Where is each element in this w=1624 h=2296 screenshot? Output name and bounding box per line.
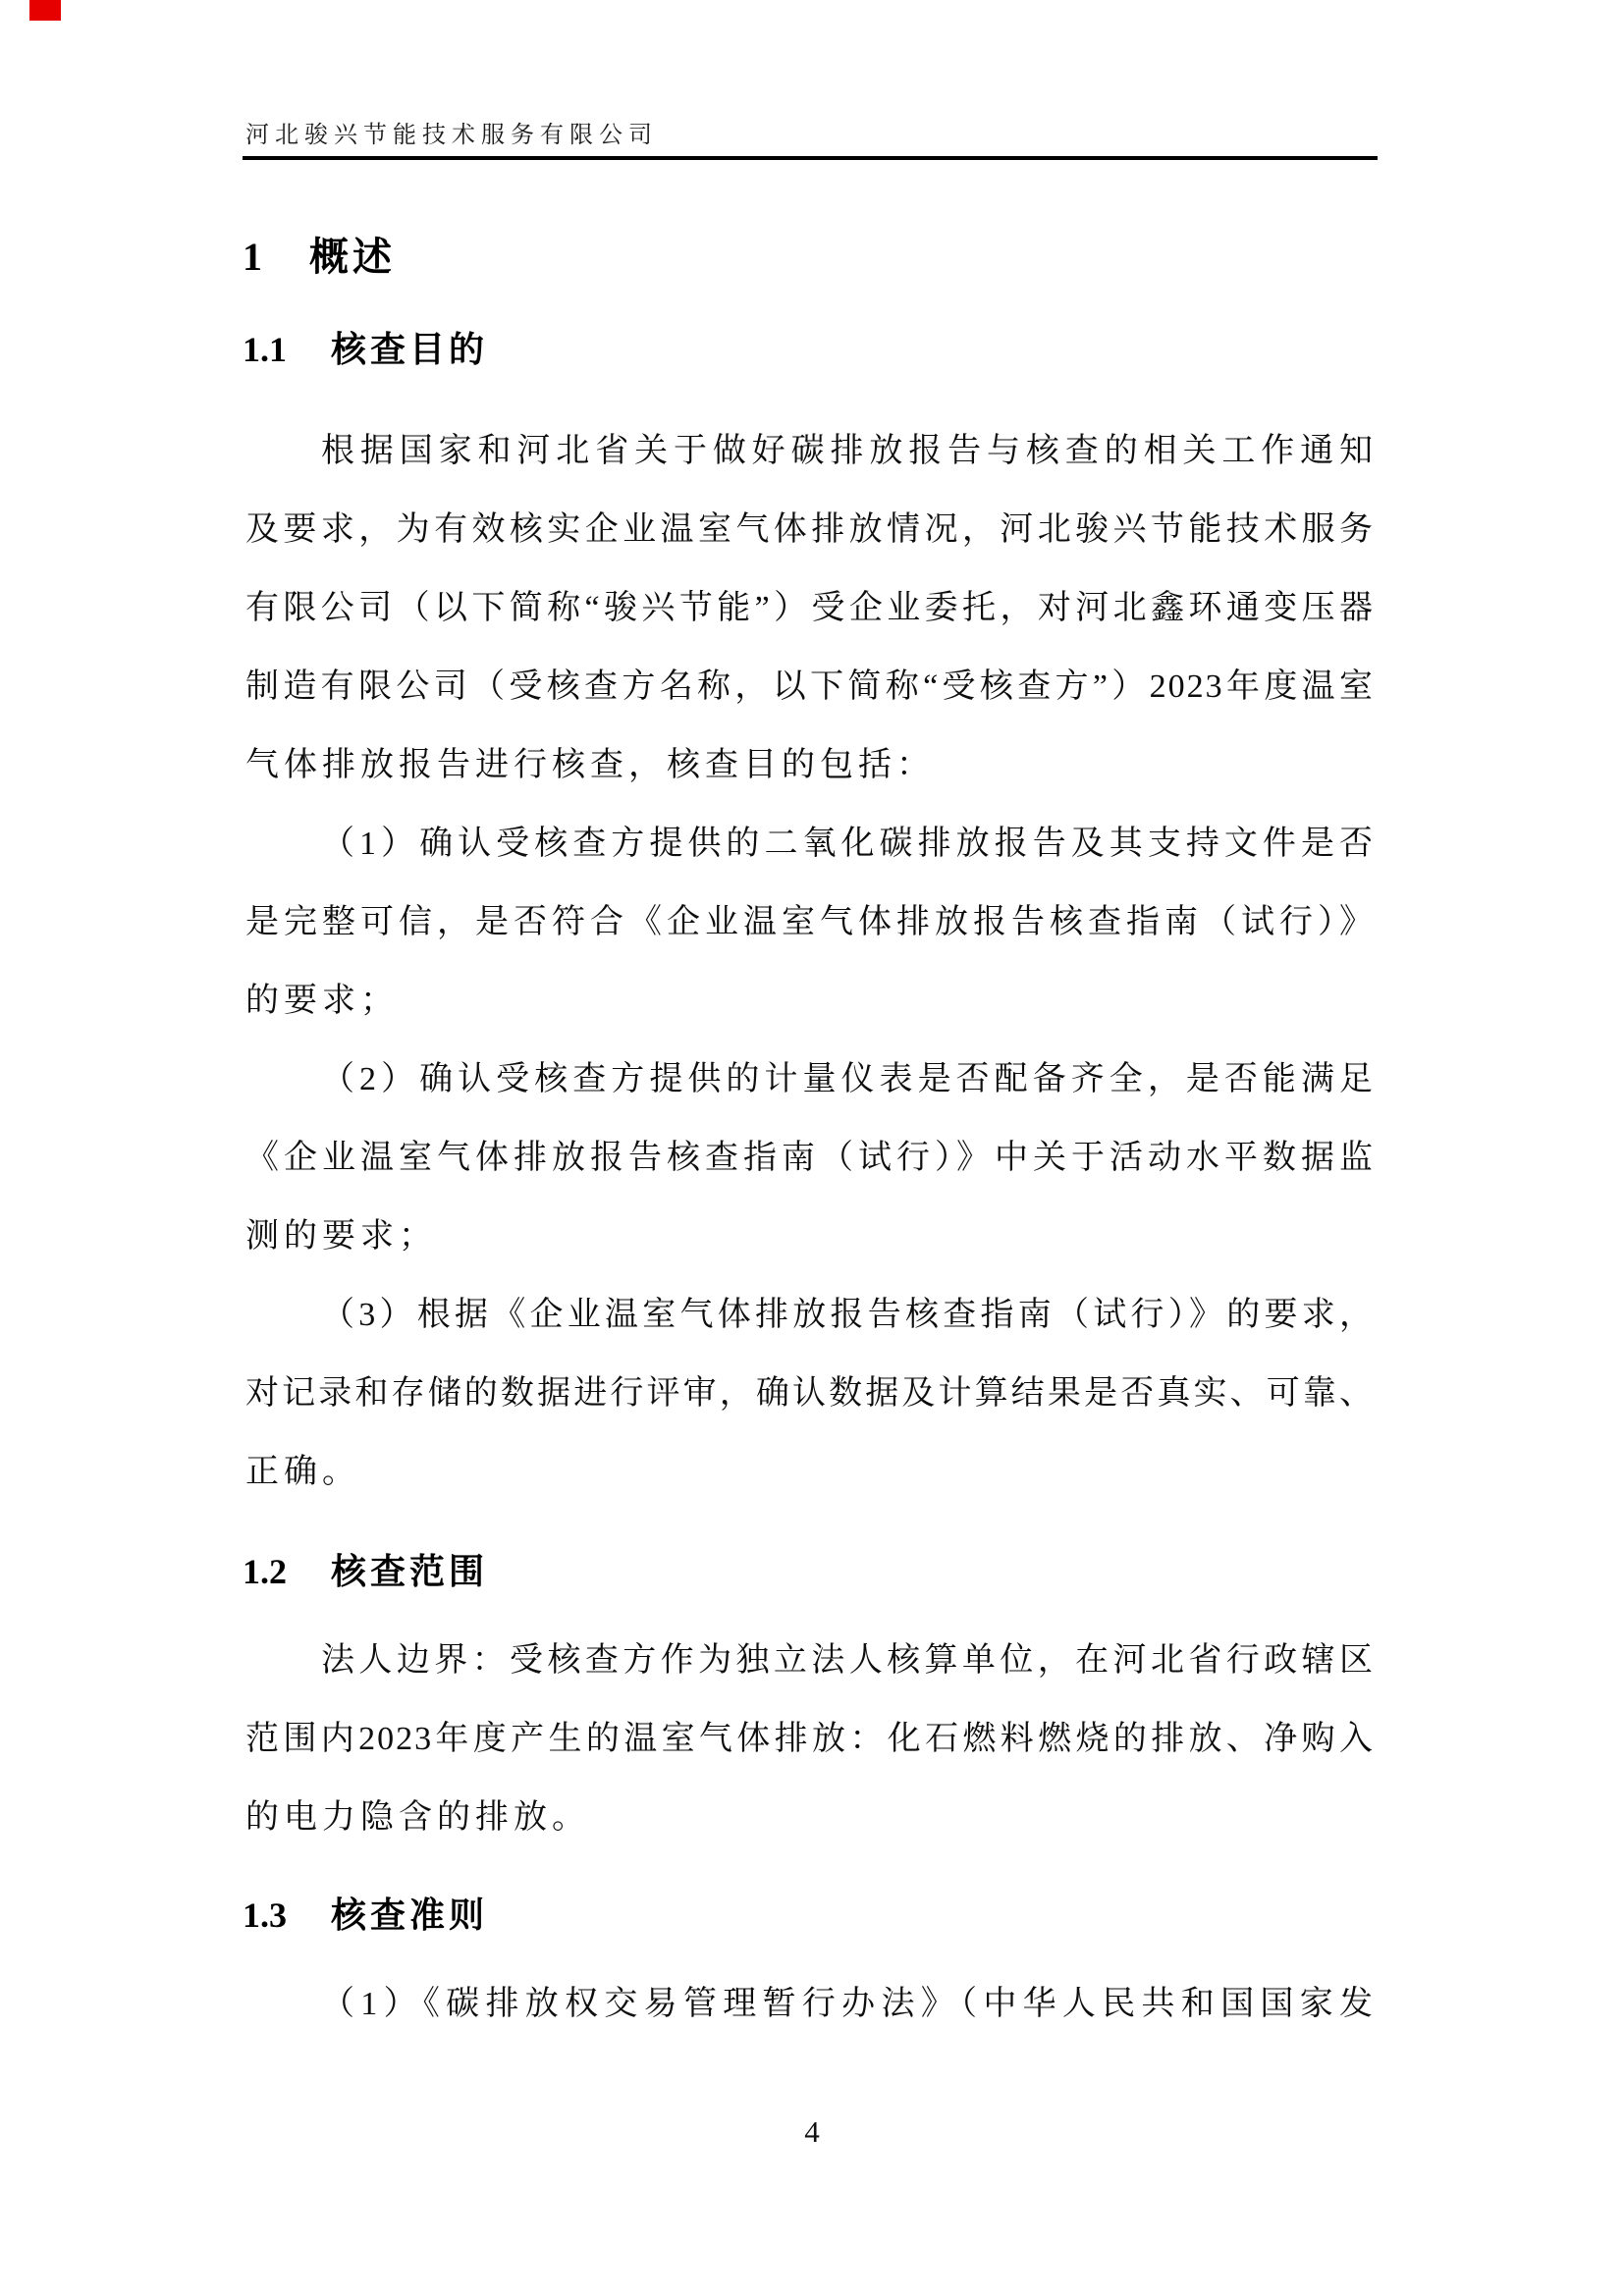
text-line: 的要求； <box>245 983 399 1019</box>
paragraph-purpose-intro <box>245 412 1375 805</box>
paragraph-purpose-item-2 <box>245 1041 1375 1276</box>
text-line: 测的要求； <box>245 1218 437 1255</box>
heading-1-3-verification-criteria <box>243 1894 488 1937</box>
text-line: （1）《碳排放权交易管理暂行办法》（中华人民共和国国家发 <box>321 1986 1375 2022</box>
heading-number: 1 <box>243 235 262 279</box>
text-line: 制造有限公司（受核查方名称，以下简称“受核查方”）2023年度温室 <box>245 668 1375 705</box>
text-line: 根据国家和河北省关于做好碳排放报告与核查的相关工作通知 <box>321 433 1375 469</box>
paragraph-purpose-item-1 <box>245 805 1375 1041</box>
text-line: （3）根据《企业温室气体排放报告核查指南（试行）》的要求， <box>321 1297 1375 1333</box>
heading-number: 1.3 <box>243 1896 287 1935</box>
text-line: 是完整可信，是否符合《企业温室气体排放报告核查指南（试行）》 <box>245 904 1375 940</box>
heading-title: 概述 <box>309 235 396 279</box>
paragraph-scope <box>245 1622 1375 1857</box>
heading-number: 1.2 <box>243 1552 287 1591</box>
heading-number: 1.1 <box>243 330 287 369</box>
text-line: 对记录和存储的数据进行评审，确认数据及计算结果是否真实、可靠、 <box>245 1375 1375 1412</box>
page-number: 4 <box>804 2114 820 2149</box>
text-line: 有限公司（以下简称“骏兴节能”）受企业委托，对河北鑫环通变压器 <box>245 590 1375 626</box>
text-line: 《企业温室气体排放报告核查指南（试行）》中关于活动水平数据监 <box>245 1140 1375 1176</box>
heading-title: 核查范围 <box>331 1552 489 1591</box>
header-rule <box>243 156 1378 160</box>
text-line: 气体排放报告进行核查，核查目的包括： <box>245 747 935 783</box>
paragraph-criteria-item-1 <box>245 1965 1375 2044</box>
paragraph-purpose-item-3 <box>245 1276 1375 1512</box>
text-line: 的电力隐含的排放。 <box>245 1799 590 1836</box>
text-line: （2）确认受核查方提供的计量仪表是否配备齐全，是否能满足 <box>321 1061 1375 1097</box>
heading-1-1-verification-purpose <box>243 328 488 371</box>
text-line: （1）确认受核查方提供的二氧化碳排放报告及其支持文件是否 <box>321 826 1375 862</box>
heading-1-overview <box>243 234 396 281</box>
text-line: 法人边界：受核查方作为独立法人核算单位，在河北省行政辖区 <box>321 1642 1375 1679</box>
heading-title: 核查准则 <box>331 1896 489 1935</box>
text-line: 范围内2023年度产生的温室气体排放：化石燃料燃烧的排放、净购入 <box>245 1721 1375 1757</box>
page-header-company-name: 河北骏兴节能技术服务有限公司 <box>245 123 658 148</box>
heading-title: 核查目的 <box>331 330 489 369</box>
red-corner-artifact <box>29 0 61 21</box>
text-line: 及要求，为有效核实企业温室气体排放情况，河北骏兴节能技术服务 <box>245 511 1375 548</box>
heading-1-2-verification-scope <box>243 1550 488 1593</box>
text-line: 正确。 <box>245 1454 360 1490</box>
